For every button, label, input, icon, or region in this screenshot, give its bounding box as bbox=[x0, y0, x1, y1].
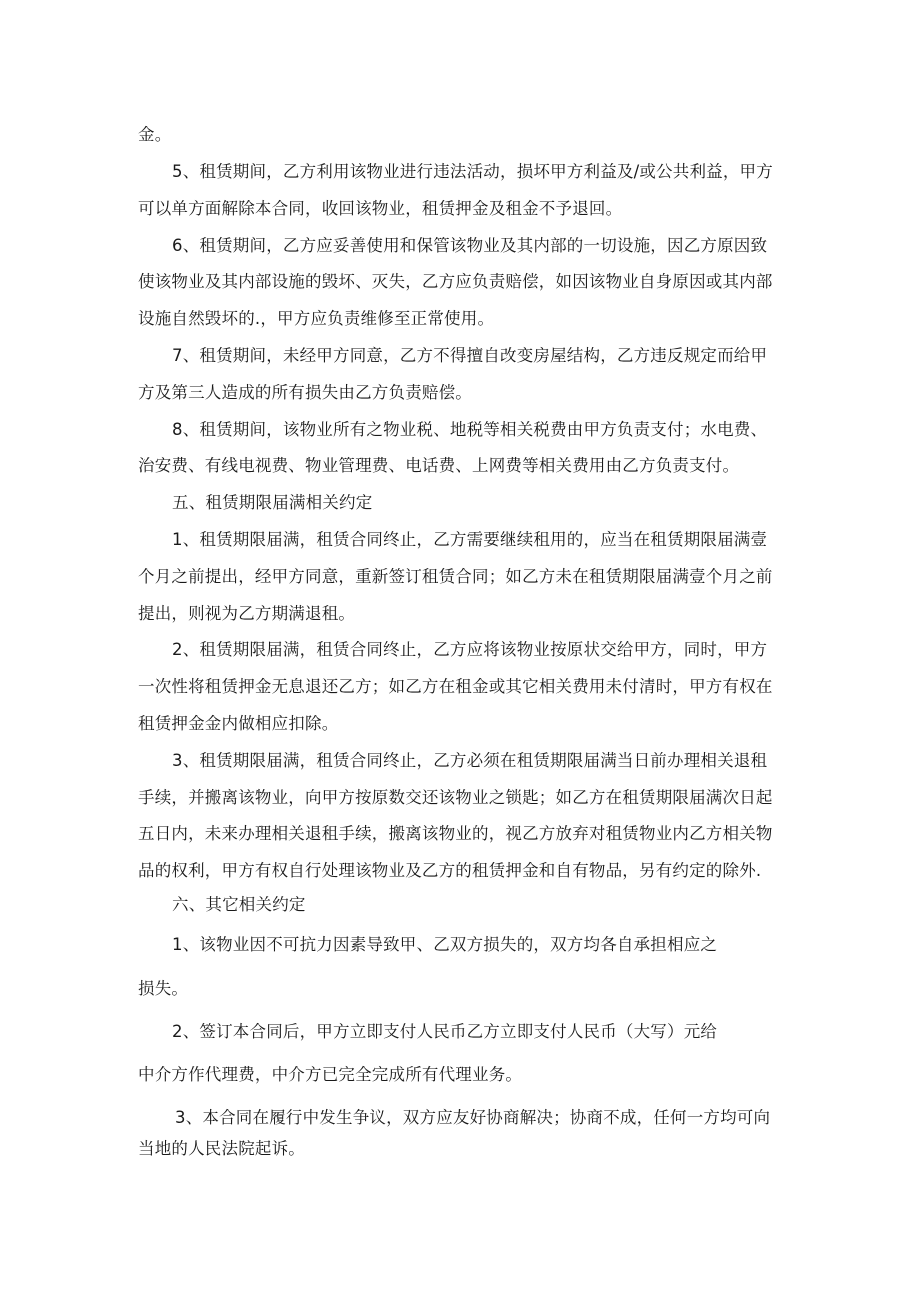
paragraph-line: 7、租赁期间，未经甲方同意，乙方不得擅自改变房屋结构，乙方违反规定而给甲 bbox=[172, 346, 768, 365]
paragraph-line: 损失。 bbox=[138, 979, 189, 998]
paragraph-line: 当地的人民法院起诉。 bbox=[138, 1139, 305, 1158]
section-heading: 六、其它相关约定 bbox=[172, 895, 306, 914]
paragraph-line: 3、本合同在履行中发生争议，双方应友好协商解决；协商不成，任何一方均可向 bbox=[175, 1108, 771, 1127]
paragraph-line: 使该物业及其内部设施的毁坏、灭失，乙方应负责赔偿，如因该物业自身原因或其内部 bbox=[138, 272, 773, 291]
paragraph-line: 提出，则视为乙方期满退租。 bbox=[138, 604, 356, 623]
paragraph-line: 方及第三人造成的所有损失由乙方负责赔偿。 bbox=[138, 383, 472, 402]
paragraph-line: 2、签订本合同后，甲方立即支付人民币乙方立即支付人民币（大写）元给 bbox=[172, 1022, 718, 1041]
paragraph-line: 6、租赁期间，乙方应妥善使用和保管该物业及其内部的一切设施，因乙方原因致 bbox=[172, 236, 768, 255]
paragraph-line: 中介方作代理费，中介方已完全完成所有代理业务。 bbox=[138, 1065, 523, 1084]
paragraph-line: 5、租赁期间，乙方利用该物业进行违法活动，损坏甲方利益及/或公共利益，甲方 bbox=[172, 162, 773, 181]
paragraph-line: 个月之前提出，经甲方同意，重新签订租赁合同；如乙方未在租赁期限届满壹个月之前 bbox=[138, 567, 773, 586]
paragraph-line: 8、租赁期间，该物业所有之物业税、地税等相关税费由甲方负责支付；水电费、 bbox=[172, 420, 768, 439]
paragraph-line: 设施自然毁坏的.，甲方应负责维修至正常使用。 bbox=[138, 309, 495, 328]
paragraph-line: 手续，并搬离该物业，向甲方按原数交还该物业之锁匙；如乙方在租赁期限届满次日起 bbox=[138, 788, 773, 807]
paragraph-line: 1、该物业因不可抗力因素导致甲、乙双方损失的，双方均各自承担相应之 bbox=[172, 935, 718, 954]
paragraph-line: 品的权利，甲方有权自行处理该物业及乙方的租赁押金和自有物品，另有约定的除外. bbox=[138, 861, 762, 880]
paragraph-line: 五日内，未来办理相关退租手续，搬离该物业的，视乙方放弃对租赁物业内乙方相关物 bbox=[138, 824, 773, 843]
paragraph-line: 3、租赁期限届满，租赁合同终止，乙方必须在租赁期限届满当日前办理相关退租 bbox=[172, 751, 768, 770]
paragraph-line: 金。 bbox=[138, 125, 172, 144]
paragraph-line: 1、租赁期限届满，租赁合同终止，乙方需要继续租用的，应当在租赁期限届满壹 bbox=[172, 530, 768, 549]
paragraph-line: 一次性将租赁押金无息退还乙方；如乙方在租金或其它相关费用未付清时，甲方有权在 bbox=[138, 677, 773, 696]
paragraph-line: 治安费、有线电视费、物业管理费、电话费、上网费等相关费用由乙方负责支付。 bbox=[138, 456, 740, 475]
paragraph-line: 可以单方面解除本合同，收回该物业，租赁押金及租金不予退回。 bbox=[138, 199, 623, 218]
section-heading: 五、租赁期限届满相关约定 bbox=[172, 493, 373, 512]
paragraph-line: 租赁押金金内做相应扣除。 bbox=[138, 714, 339, 733]
paragraph-line: 2、租赁期限届满，租赁合同终止，乙方应将该物业按原状交给甲方，同时，甲方 bbox=[172, 640, 768, 659]
